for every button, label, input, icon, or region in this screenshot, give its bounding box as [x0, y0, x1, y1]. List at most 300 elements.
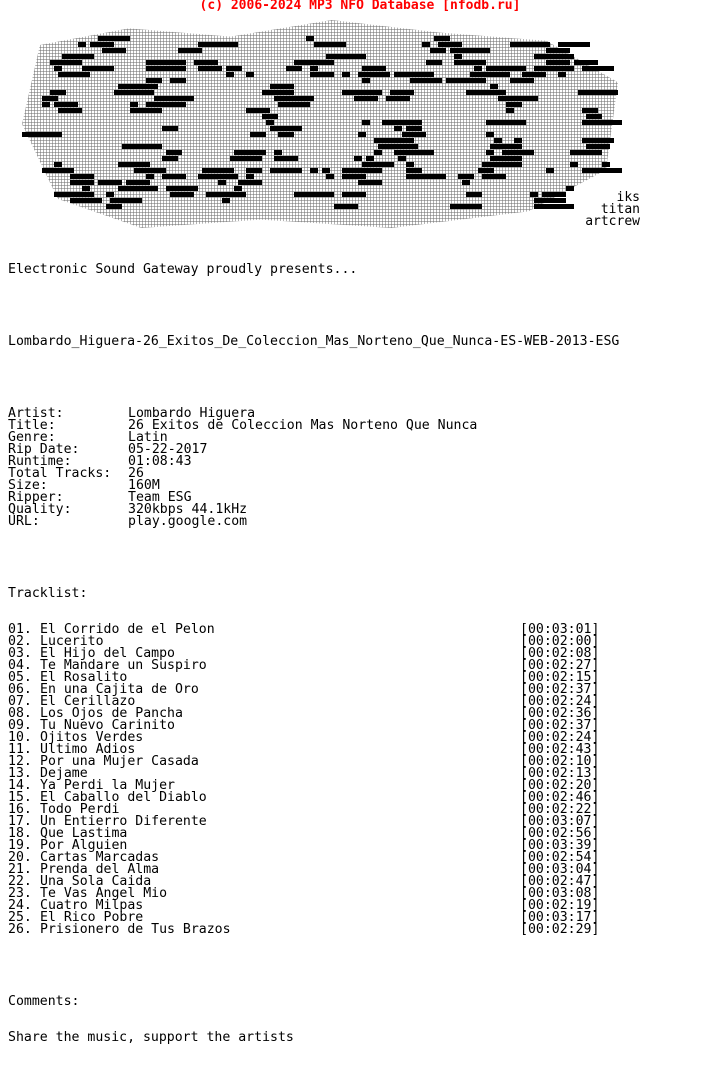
- logo-block: [226, 72, 234, 77]
- logo-block: [310, 72, 334, 77]
- logo-block: [286, 66, 302, 71]
- presents-line: Electronic Sound Gateway proudly presents...: [8, 262, 358, 277]
- logo-block: [62, 54, 94, 59]
- logo-block: [394, 150, 434, 155]
- logo-block: [570, 150, 602, 155]
- logo-block: [234, 186, 242, 191]
- logo-block: [246, 174, 254, 179]
- logo-block: [310, 168, 318, 173]
- track-duration: [00:02:47]: [520, 874, 600, 889]
- logo-block: [54, 66, 62, 71]
- logo-block: [394, 72, 434, 77]
- logo-block: [482, 174, 506, 179]
- info-value: Latin: [128, 430, 168, 445]
- logo-block: [522, 72, 546, 77]
- track-title: El Rosalito: [40, 670, 128, 685]
- logo-block: [170, 78, 186, 83]
- logo-block: [406, 162, 414, 167]
- track-number: 14.: [8, 778, 32, 793]
- track-row: [8, 924, 708, 936]
- ascii-art-logo: [8, 20, 640, 232]
- logo-block: [326, 54, 366, 59]
- info-value: 320kbps 44.1kHz: [128, 502, 248, 517]
- logo-block: [390, 90, 414, 95]
- logo-block: [546, 48, 570, 53]
- track-duration: [00:02:43]: [520, 742, 600, 757]
- logo-block: [294, 192, 334, 197]
- track-duration: [00:03:17]: [520, 910, 600, 925]
- logo-block: [322, 168, 330, 173]
- logo-block: [454, 60, 486, 65]
- logo-block: [494, 138, 502, 143]
- track-duration: [00:03:01]: [520, 622, 600, 637]
- info-row: [8, 420, 708, 432]
- logo-block: [226, 66, 242, 71]
- logo-block: [246, 72, 254, 77]
- logo-block: [458, 174, 474, 179]
- logo-block: [118, 186, 158, 191]
- track-number: 12.: [8, 754, 32, 769]
- logo-block: [434, 36, 450, 41]
- track-duration: [00:02:54]: [520, 850, 600, 865]
- track-number: 22.: [8, 874, 32, 889]
- logo-block: [274, 96, 314, 101]
- logo-block: [574, 60, 598, 65]
- logo-block: [294, 60, 334, 65]
- track-row: [8, 840, 708, 852]
- logo-block: [50, 60, 82, 65]
- track-row: [8, 852, 708, 864]
- info-label: Ripper:: [8, 490, 64, 505]
- track-title: Lucerito: [40, 634, 104, 649]
- logo-block: [570, 162, 578, 167]
- info-label: Quality:: [8, 502, 72, 517]
- release-info: [8, 408, 708, 528]
- logo-block: [342, 72, 350, 77]
- track-duration: [00:02:19]: [520, 898, 600, 913]
- info-row: [8, 480, 708, 492]
- track-title: Todo Perdi: [40, 802, 120, 817]
- logo-block: [250, 132, 266, 137]
- logo-block: [246, 108, 270, 113]
- logo-block: [98, 36, 130, 41]
- logo-block: [130, 108, 162, 113]
- track-duration: [00:03:04]: [520, 862, 600, 877]
- track-title: Te Mandare un Suspiro: [40, 658, 207, 673]
- logo-block: [70, 180, 94, 185]
- logo-block: [406, 168, 422, 173]
- track-number: 08.: [8, 706, 32, 721]
- logo-block: [466, 90, 506, 95]
- logo-block: [566, 186, 574, 191]
- logo-block: [314, 42, 346, 47]
- track-row: [8, 900, 708, 912]
- logo-block: [358, 72, 390, 77]
- logo-block: [358, 132, 366, 137]
- logo-block: [410, 78, 442, 83]
- info-value: 26: [128, 466, 144, 481]
- logo-block: [530, 192, 538, 197]
- track-number: 10.: [8, 730, 32, 745]
- track-duration: [00:02:22]: [520, 802, 600, 817]
- logo-credit-iks: iks: [616, 190, 640, 205]
- track-title: Por una Mujer Casada: [40, 754, 199, 769]
- track-number: 02.: [8, 634, 32, 649]
- logo-block: [154, 96, 194, 101]
- info-row: [8, 456, 708, 468]
- logo-block: [234, 150, 266, 155]
- track-duration: [00:02:56]: [520, 826, 600, 841]
- track-number: 24.: [8, 898, 32, 913]
- logo-block: [202, 168, 234, 173]
- logo-block: [114, 90, 154, 95]
- logo-block: [146, 66, 186, 71]
- logo-block: [162, 174, 186, 179]
- logo-block: [198, 174, 238, 179]
- track-title: El Caballo del Diablo: [40, 790, 207, 805]
- logo-block: [70, 198, 102, 203]
- logo-block: [558, 42, 590, 47]
- track-number: 03.: [8, 646, 32, 661]
- track-title: El Cerillazo: [40, 694, 136, 709]
- logo-block: [146, 174, 154, 179]
- logo-block: [342, 174, 366, 179]
- logo-block: [362, 162, 394, 167]
- logo-block: [354, 156, 362, 161]
- nfo-content: [8, 240, 708, 1068]
- track-title: Una Sola Caida: [40, 874, 152, 889]
- logo-block: [482, 162, 522, 167]
- track-title: Los Ojos de Pancha: [40, 706, 183, 721]
- track-number: 21.: [8, 862, 32, 877]
- logo-block: [42, 96, 58, 101]
- logo-block: [502, 150, 534, 155]
- logo-block: [490, 84, 498, 89]
- track-number: 15.: [8, 790, 32, 805]
- logo-block: [310, 66, 318, 71]
- logo-block: [490, 144, 522, 149]
- logo-block: [70, 174, 94, 179]
- logo-block: [478, 168, 494, 173]
- track-title: El Rico Pobre: [40, 910, 144, 925]
- logo-block: [342, 192, 366, 197]
- logo-block: [326, 174, 334, 179]
- track-number: 06.: [8, 682, 32, 697]
- logo-block: [222, 198, 230, 203]
- logo-block: [534, 204, 574, 209]
- logo-block: [270, 126, 302, 131]
- tracklist-label: Tracklist:: [8, 586, 88, 601]
- info-value: 160M: [128, 478, 160, 493]
- logo-block: [602, 162, 610, 167]
- logo-block: [106, 192, 114, 197]
- track-number: 20.: [8, 850, 32, 865]
- release-name: Lombardo_Higuera-26_Exitos_De_Coleccion_Mas_Norteno_Que_Nunca-ES-WEB-2013-ESG: [8, 334, 620, 349]
- track-duration: [00:02:13]: [520, 766, 600, 781]
- track-row: [8, 888, 708, 900]
- logo-block: [146, 102, 186, 107]
- logo-block: [354, 96, 378, 101]
- track-title: Ultimo Adios: [40, 742, 136, 757]
- logo-block: [402, 132, 426, 137]
- logo-block: [126, 180, 150, 185]
- info-label: Genre:: [8, 430, 56, 445]
- track-number: 05.: [8, 670, 32, 685]
- logo-block: [42, 168, 74, 173]
- track-number: 16.: [8, 802, 32, 817]
- logo-block: [474, 66, 482, 71]
- track-duration: [00:02:46]: [520, 790, 600, 805]
- info-row: [8, 492, 708, 504]
- info-label: Total Tracks:: [8, 466, 112, 481]
- logo-block: [450, 204, 482, 209]
- track-duration: [00:02:36]: [520, 706, 600, 721]
- track-row: [8, 624, 708, 636]
- logo-block: [510, 78, 534, 83]
- track-number: 04.: [8, 658, 32, 673]
- logo-block: [514, 138, 522, 143]
- logo-block: [306, 36, 314, 41]
- track-title: Cuatro Milpas: [40, 898, 144, 913]
- track-duration: [00:02:37]: [520, 682, 600, 697]
- info-label: Artist:: [8, 406, 64, 421]
- logo-block: [578, 90, 618, 95]
- logo-block: [358, 180, 382, 185]
- logo-block: [54, 162, 62, 167]
- logo-block: [534, 66, 574, 71]
- logo-block: [582, 168, 622, 173]
- logo-block: [582, 66, 614, 71]
- logo-block: [362, 66, 386, 71]
- logo-block: [378, 144, 418, 149]
- track-duration: [00:02:37]: [520, 718, 600, 733]
- info-value: play.google.com: [128, 514, 248, 529]
- logo-credit-artcrew: artcrew: [585, 214, 640, 229]
- info-value: 05-22-2017: [128, 442, 208, 457]
- logo-block: [162, 126, 178, 131]
- track-duration: [00:02:20]: [520, 778, 600, 793]
- logo-block: [462, 180, 470, 185]
- logo-block: [270, 168, 302, 173]
- track-number: 07.: [8, 694, 32, 709]
- logo-block: [506, 108, 514, 113]
- logo-block: [534, 198, 566, 203]
- track-title: Ya Perdi la Mujer: [40, 778, 175, 793]
- track-duration: [00:03:08]: [520, 886, 600, 901]
- logo-block: [266, 120, 274, 125]
- logo-block: [118, 84, 158, 89]
- info-row: [8, 432, 708, 444]
- logo-credit-titan: titan: [600, 202, 640, 217]
- logo-block: [238, 180, 262, 185]
- track-number: 25.: [8, 910, 32, 925]
- logo-block: [58, 108, 82, 113]
- logo-block: [98, 180, 122, 185]
- logo-block: [78, 42, 86, 47]
- track-title: Por Alguien: [40, 838, 128, 853]
- logo-block: [546, 168, 554, 173]
- logo-block: [490, 156, 522, 161]
- logo-block: [382, 120, 422, 125]
- logo-block: [406, 126, 422, 131]
- track-duration: [00:02:27]: [520, 658, 600, 673]
- track-number: 01.: [8, 622, 32, 637]
- track-row: [8, 876, 708, 888]
- info-value: 26 Exitos de Coleccion Mas Norteno Que Nunca: [128, 418, 478, 433]
- logo-block: [82, 66, 114, 71]
- track-number: 11.: [8, 742, 32, 757]
- logo-block: [406, 174, 446, 179]
- track-title: Te Vas Angel Mio: [40, 886, 168, 901]
- track-duration: [00:02:24]: [520, 694, 600, 709]
- logo-block: [362, 120, 370, 125]
- logo-block: [334, 204, 358, 209]
- logo-block: [50, 90, 66, 95]
- info-row: [8, 468, 708, 480]
- logo-block: [586, 144, 610, 149]
- logo-block-art: [8, 20, 640, 232]
- logo-block: [342, 168, 382, 173]
- logo-block: [422, 42, 430, 47]
- track-row: [8, 828, 708, 840]
- logo-block: [206, 192, 246, 197]
- logo-block: [170, 192, 194, 197]
- logo-block: [558, 72, 566, 77]
- logo-block: [22, 132, 62, 137]
- logo-block: [122, 144, 162, 149]
- logo-block: [198, 66, 222, 71]
- comments-label: Comments:: [8, 994, 80, 1009]
- logo-block: [374, 150, 382, 155]
- logo-block: [454, 54, 462, 59]
- track-duration: [00:03:39]: [520, 838, 600, 853]
- logo-block: [198, 42, 238, 47]
- logo-block: [498, 96, 538, 101]
- logo-block: [270, 84, 294, 89]
- logo-block: [58, 72, 90, 77]
- logo-block: [534, 54, 574, 59]
- logo-block: [362, 78, 370, 83]
- logo-block: [246, 168, 262, 173]
- logo-block: [374, 138, 414, 143]
- logo-block: [450, 48, 490, 53]
- logo-block: [230, 156, 262, 161]
- track-row: [8, 756, 708, 768]
- track-title: El Corrido de el Pelon: [40, 622, 215, 637]
- logo-block: [426, 60, 442, 65]
- logo-block: [274, 150, 282, 155]
- logo-block: [134, 168, 166, 173]
- info-label: Size:: [8, 478, 48, 493]
- logo-block: [162, 156, 178, 161]
- logo-block: [438, 42, 462, 47]
- comments-text: Share the music, support the artists: [8, 1030, 294, 1045]
- tracklist: [8, 624, 708, 936]
- logo-block: [178, 48, 202, 53]
- track-number: 23.: [8, 886, 32, 901]
- info-value: Team ESG: [128, 490, 192, 505]
- logo-block: [546, 60, 570, 65]
- logo-block: [582, 108, 598, 113]
- logo-block: [90, 42, 114, 47]
- logo-block: [274, 156, 298, 161]
- logo-block: [42, 102, 50, 107]
- logo-block: [398, 156, 406, 161]
- logo-block: [54, 192, 94, 197]
- info-label: URL:: [8, 514, 40, 529]
- logo-block: [486, 66, 526, 71]
- logo-block: [486, 132, 494, 137]
- copyright-header: (c) 2006-2024 MP3 NFO Database [nfodb.ru]: [199, 0, 521, 13]
- logo-block: [106, 204, 122, 209]
- track-row: [8, 816, 708, 828]
- track-title: Que Lastima: [40, 826, 128, 841]
- info-label: Title:: [8, 418, 56, 433]
- logo-block: [118, 162, 150, 167]
- logo-block: [586, 114, 602, 119]
- track-number: 18.: [8, 826, 32, 841]
- track-row: [8, 864, 708, 876]
- track-title: Un Entierro Diferente: [40, 814, 207, 829]
- logo-block: [510, 42, 550, 47]
- logo-block: [278, 132, 294, 137]
- logo-block: [366, 156, 374, 161]
- logo-block: [342, 90, 382, 95]
- track-row: [8, 912, 708, 924]
- info-row: [8, 504, 708, 516]
- logo-block: [218, 180, 226, 185]
- logo-block: [166, 150, 182, 155]
- track-duration: [00:02:24]: [520, 730, 600, 745]
- track-number: 19.: [8, 838, 32, 853]
- track-duration: [00:02:10]: [520, 754, 600, 769]
- logo-block: [130, 102, 138, 107]
- track-duration: [00:02:15]: [520, 670, 600, 685]
- logo-block: [278, 102, 310, 107]
- logo-block: [102, 48, 126, 53]
- track-title: Dejame: [40, 766, 88, 781]
- track-number: 09.: [8, 718, 32, 733]
- info-value: Lombardo Higuera: [128, 406, 256, 421]
- track-duration: [00:02:08]: [520, 646, 600, 661]
- logo-block: [486, 150, 494, 155]
- logo-block: [486, 120, 526, 125]
- track-title: Prenda del Alma: [40, 862, 160, 877]
- logo-block: [262, 90, 294, 95]
- logo-block: [82, 186, 90, 191]
- logo-block: [430, 48, 446, 53]
- logo-block: [146, 60, 186, 65]
- info-value: 01:08:43: [128, 454, 192, 469]
- logo-block: [194, 60, 218, 65]
- logo-block: [262, 114, 278, 119]
- track-title: El Hijo del Campo: [40, 646, 175, 661]
- track-duration: [00:03:07]: [520, 814, 600, 829]
- track-number: 26.: [8, 922, 32, 937]
- track-number: 17.: [8, 814, 32, 829]
- track-title: Ojitos Verdes: [40, 730, 144, 745]
- logo-block: [582, 120, 622, 125]
- info-label: Rip Date:: [8, 442, 80, 457]
- track-title: En una Cajita de Oro: [40, 682, 199, 697]
- track-title: Cartas Marcadas: [40, 850, 160, 865]
- logo-block: [146, 78, 162, 83]
- info-row: [8, 516, 708, 528]
- track-duration: [00:02:29]: [520, 922, 600, 937]
- logo-block: [446, 78, 486, 83]
- logo-block: [542, 192, 566, 197]
- logo-block: [54, 102, 78, 107]
